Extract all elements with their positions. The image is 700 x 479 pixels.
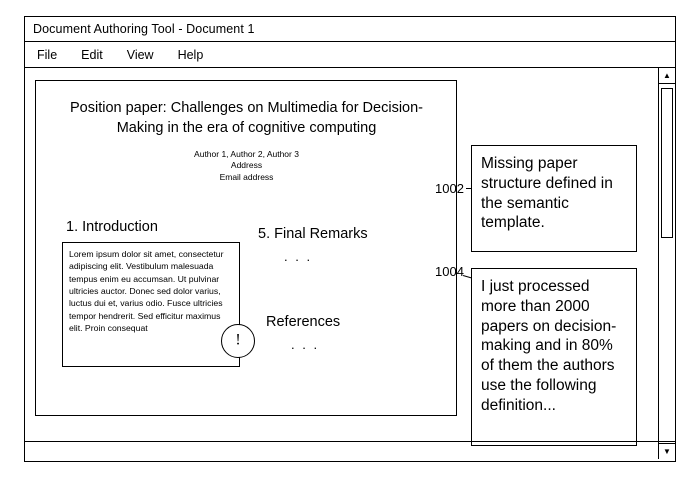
status-bar bbox=[25, 441, 675, 459]
application-window bbox=[24, 16, 676, 462]
scroll-down-glyph: ▼ bbox=[663, 446, 671, 456]
document-title: Position paper: Challenges on Multimedia for Decision-Making in the era of cognitive computing bbox=[69, 100, 423, 136]
scroll-up-glyph: ▲ bbox=[663, 70, 671, 80]
address-line: Address bbox=[230, 160, 263, 171]
callout-missing-structure: Missing paper structure defined in the semantic template. bbox=[471, 145, 637, 252]
authors-line: Author 1, Author 2, Author 3 bbox=[194, 149, 299, 159]
references-ellipsis: . . . bbox=[291, 337, 320, 352]
menu-item-file[interactable]: File bbox=[37, 47, 58, 62]
scrollbar-thumb[interactable] bbox=[661, 88, 673, 238]
callout-reference-1004: 1004 bbox=[435, 264, 464, 279]
exclamation-mark-glyph: ! bbox=[235, 331, 241, 349]
scroll-up-arrow-icon[interactable] bbox=[659, 68, 675, 84]
title-bar bbox=[25, 17, 675, 42]
document-page[interactable] bbox=[35, 80, 457, 416]
section-heading-references: References bbox=[266, 314, 341, 330]
menu-bar bbox=[25, 42, 675, 68]
window-title: Document Authoring Tool - Document 1 bbox=[33, 22, 255, 36]
document-work-area bbox=[25, 68, 675, 459]
section-heading-introduction: 1. Introduction bbox=[66, 219, 158, 235]
final-remarks-ellipsis: . . . bbox=[284, 249, 313, 264]
section-heading-final-remarks: 5. Final Remarks bbox=[258, 226, 368, 242]
document-authors-block bbox=[54, 149, 439, 183]
vertical-scrollbar[interactable] bbox=[658, 68, 675, 459]
email-line: Email address bbox=[219, 171, 274, 182]
menu-item-help[interactable]: Help bbox=[177, 47, 204, 62]
menu-item-edit[interactable]: Edit bbox=[81, 47, 103, 62]
alert-icon[interactable] bbox=[221, 324, 255, 358]
callout-processed-papers: I just processed more than 2000 papers on decision-making and in 80% of them the authors use the following definition... bbox=[471, 268, 637, 446]
callout-reference-1002: 1002 bbox=[435, 181, 464, 196]
introduction-body-text[interactable]: Lorem ipsum dolor sit amet, consectetur adipiscing elit. Vestibulum malesuada tempus enim eu accumsan. Ut pulvinar ultricies auctor. Donec sed dolor varius, luctus dui et, varius odio. Fusce ultricies tempor hendrerit. Sed efficitur maximus elit. Proin consequat bbox=[62, 242, 240, 367]
menu-item-view[interactable]: View bbox=[126, 47, 154, 62]
